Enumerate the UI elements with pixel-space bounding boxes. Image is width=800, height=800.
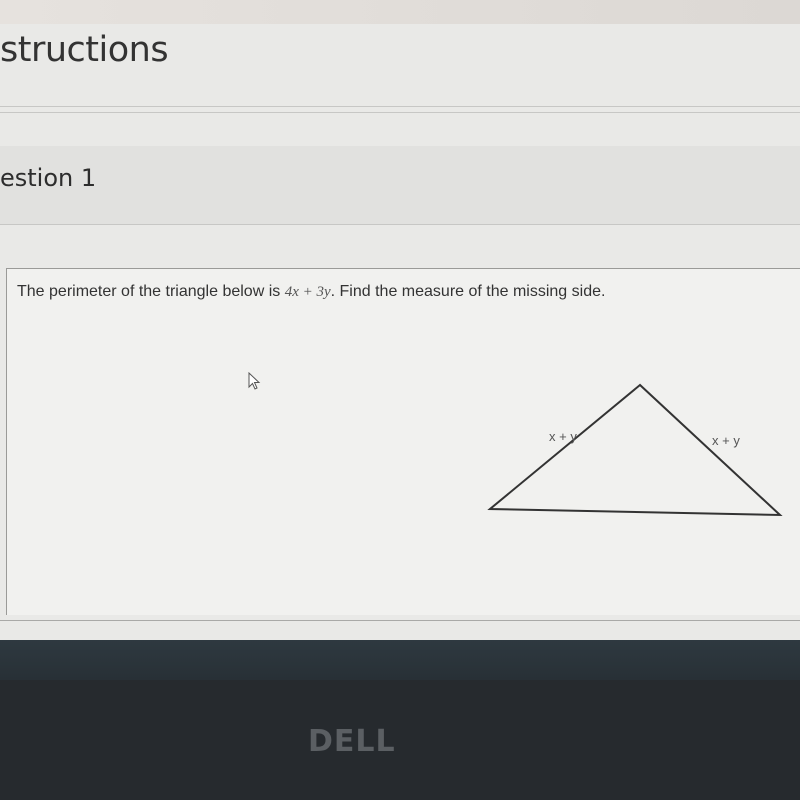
right-side-label: x + y: [712, 433, 740, 448]
perimeter-expression: 4x + 3y: [284, 284, 331, 300]
question-label: estion 1: [0, 164, 97, 192]
question-text-after: . Find the measure of the missing side.: [330, 283, 606, 300]
question-text-before: The perimeter of the triangle below is: [17, 283, 281, 300]
divider: [0, 224, 800, 225]
left-side-label: x + y: [549, 429, 577, 444]
triangle-shape: [490, 385, 780, 515]
question-panel: [6, 268, 800, 615]
screen-bezel: [0, 640, 800, 680]
mouse-pointer-icon: [248, 372, 264, 392]
screen: [0, 24, 800, 640]
divider: [0, 112, 800, 113]
question-header: [0, 146, 800, 224]
page-title: structions: [0, 30, 169, 70]
browser-top-strip: [0, 0, 800, 24]
dell-logo: DELL: [308, 724, 396, 759]
divider: [0, 106, 800, 107]
question-text: [17, 283, 605, 301]
divider: [0, 620, 800, 621]
triangle-figure: [485, 379, 795, 519]
